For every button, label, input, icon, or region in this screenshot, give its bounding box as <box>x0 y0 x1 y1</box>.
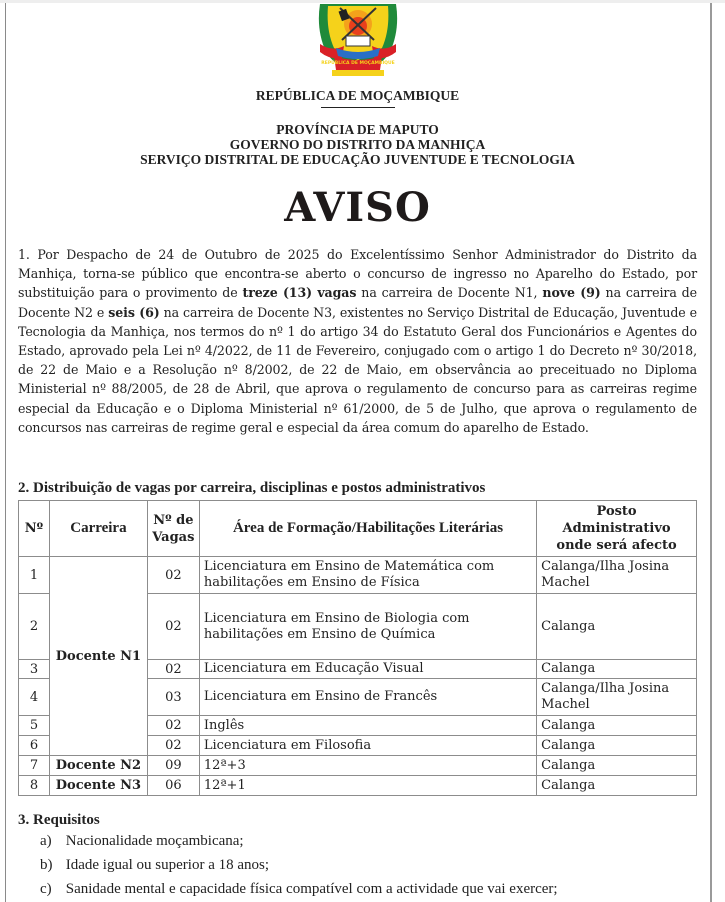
requirement-label: b) <box>40 857 53 873</box>
row-number: 2 <box>19 594 50 660</box>
vacancies-table <box>18 500 697 796</box>
table-row <box>19 776 697 796</box>
row-number: 5 <box>19 716 50 736</box>
requirement-label: a) <box>40 833 52 849</box>
column-header-training-area: Área de Formação/Habilitações Literárias <box>199 501 536 557</box>
service-heading: SERVIÇO DISTRITAL DE EDUCAÇÃO JUVENTUDE E TECNOLOGIA <box>140 152 575 167</box>
training-area-cell: Inglês <box>199 716 536 736</box>
emblem-text: REPÚBLICA DE MOÇAMBIQUE <box>321 61 395 66</box>
vacancies-cell: 02 <box>147 736 199 756</box>
province-heading: PROVÍNCIA DE MAPUTO <box>276 122 439 137</box>
paragraph-text: 1. Por Despacho de 24 de Outubro de 2025 do Excelentíssimo Senhor Administrador do Distrito da Manhiça, torna-se público que encontra-se aberto o concurso de ingresso no Aparelho do Estado, por substituição para o provimento de <box>18 247 697 301</box>
requirement-text: Idade igual ou superior a 18 anos; <box>65 857 270 873</box>
paragraph-text: na carreira de Docente N2 e <box>18 285 697 320</box>
career-cell: Docente N1 <box>49 557 147 756</box>
vacancies-cell: 02 <box>147 557 199 594</box>
requirement-text: Nacionalidade moçambicana; <box>65 833 244 849</box>
section-2-heading: 2. Distribuição de vagas por carreira, disciplinas e postos administrativos <box>18 480 486 496</box>
vacancies-n1-count: treze (13) vagas <box>242 285 357 301</box>
table-row <box>19 557 697 594</box>
vacancies-cell: 02 <box>147 716 199 736</box>
row-number: 4 <box>19 679 50 716</box>
table-row <box>19 756 697 776</box>
training-area-cell: Licenciatura em Ensino de Biologia com habilitações em Ensino de Química <box>199 594 536 660</box>
admin-post-cell: Calanga/Ilha Josina Machel <box>537 679 697 716</box>
table-header-row <box>19 501 697 557</box>
vacancies-cell: 09 <box>147 756 199 776</box>
training-area-cell: 12ª+3 <box>199 756 536 776</box>
row-number: 3 <box>19 660 50 679</box>
requirement-label: c) <box>40 881 52 897</box>
vacancies-cell: 02 <box>147 594 199 660</box>
paragraph-text: na carreira de Docente N1, <box>356 285 543 301</box>
column-header-number: Nº <box>19 501 50 557</box>
column-header-career: Carreira <box>49 501 147 557</box>
admin-post-cell: Calanga <box>537 776 697 796</box>
admin-post-cell: Calanga <box>537 736 697 756</box>
vacancies-n3-count: seis (6) <box>108 304 160 320</box>
training-area-cell: Licenciatura em Filosofia <box>199 736 536 756</box>
document-header <box>0 88 715 167</box>
column-header-admin-post: Posto Administrativo onde será afecto <box>537 501 697 557</box>
government-heading: GOVERNO DO DISTRITO DA MANHIÇA <box>229 137 486 152</box>
admin-post-cell: Calanga <box>537 756 697 776</box>
admin-post-cell: Calanga <box>537 660 697 679</box>
vacancies-cell: 06 <box>147 776 199 796</box>
training-area-cell: Licenciatura em Ensino de Francês <box>199 679 536 716</box>
vacancies-cell: 02 <box>147 660 199 679</box>
requirement-item <box>40 881 558 898</box>
training-area-cell: Licenciatura em Ensino de Matemática com habilitações em Ensino de Física <box>199 557 536 594</box>
section-3-heading: 3. Requisitos <box>18 812 100 828</box>
requirement-text: Sanidade mental e capacidade física compatível com a actividade que vai exercer; <box>65 881 558 897</box>
notice-title: AVISO <box>284 184 431 231</box>
requirement-item <box>40 833 244 850</box>
requirement-item <box>40 857 269 874</box>
republic-heading: REPÚBLICA DE MOÇAMBIQUE <box>255 88 460 103</box>
header-divider <box>321 107 395 108</box>
coat-of-arms-icon <box>312 0 404 76</box>
row-number: 1 <box>19 557 50 594</box>
career-cell: Docente N2 <box>49 756 147 776</box>
career-cell: Docente N3 <box>49 776 147 796</box>
vacancies-cell: 03 <box>147 679 199 716</box>
row-number: 8 <box>19 776 50 796</box>
training-area-cell: Licenciatura em Educação Visual <box>199 660 536 679</box>
column-header-vacancies: Nº de Vagas <box>147 501 199 557</box>
training-area-cell: 12ª+1 <box>199 776 536 796</box>
admin-post-cell: Calanga/Ilha Josina Machel <box>537 557 697 594</box>
admin-post-cell: Calanga <box>537 594 697 660</box>
admin-post-cell: Calanga <box>537 716 697 736</box>
vacancies-n2-count: nove (9) <box>542 285 601 301</box>
row-number: 6 <box>19 736 50 756</box>
section-1-paragraph <box>18 245 697 437</box>
paragraph-text: na carreira de Docente N3, existentes no Serviço Distrital de Educação, Juventude e Tecnologia da Manhiça, nos termos do nº 1 do artigo 34 do Estatuto Geral dos Funcionários e Agentes do Estado, aprovado pela Lei nº 4/2022, de 11 de Fevereiro, conjugado com o artigo 1 do Decreto nº 30/2018, de 22 de Maio e a Resolução nº 8/2002, de 22 de Maio, em observância ao preceituado no Diploma Ministerial nº 88/2005, de 28 de Abril, que aprova o regulamento de concurso para as carreiras regime especial da Educação e o Diploma Ministerial nº 61/2000, de 5 de Julho, que aprova o regulamento de concursos nas carreiras de regime geral e especial da área comum do aparelho de Estado. <box>18 304 697 435</box>
row-number: 7 <box>19 756 50 776</box>
